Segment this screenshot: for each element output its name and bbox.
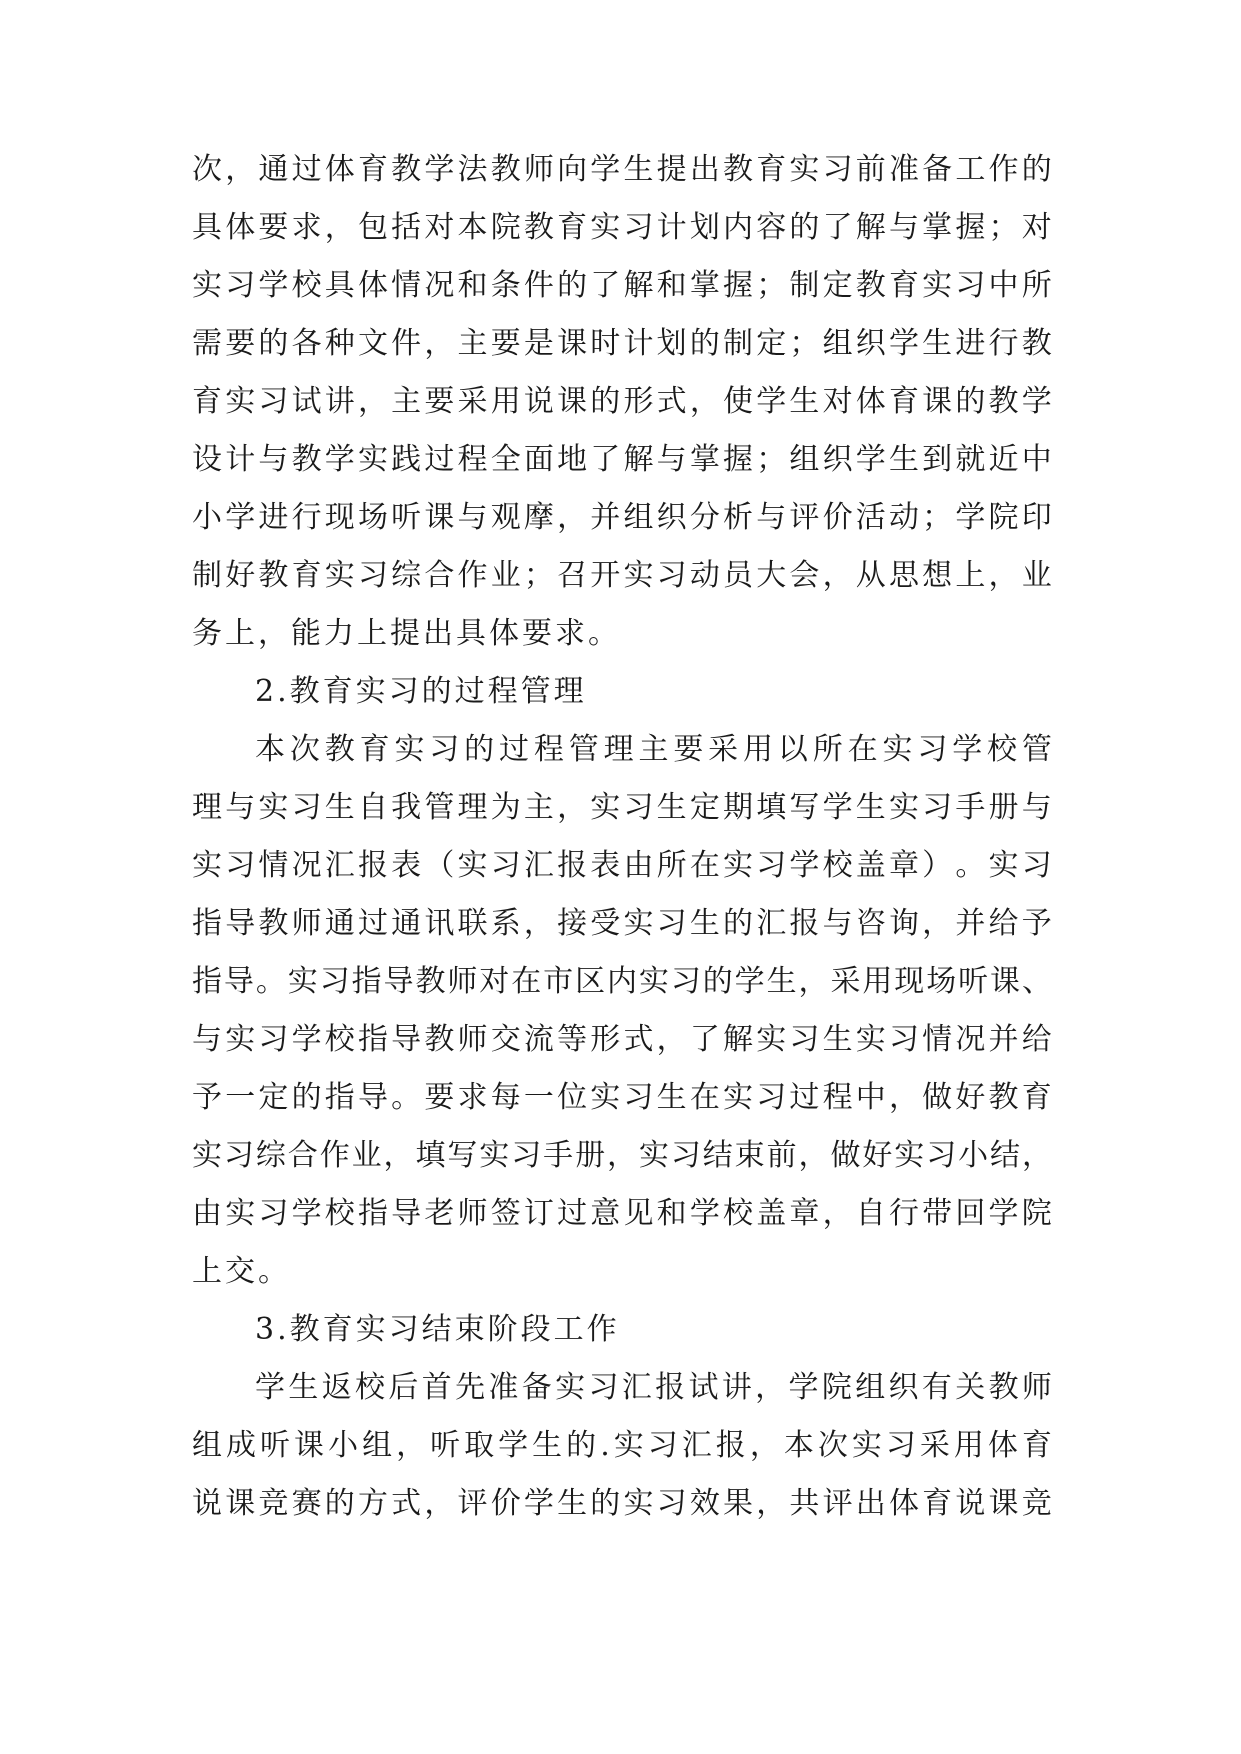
text-line: 育 实 习 试 讲 ， 主 要 采 用 说 课 的 形 式 ， 使 学 生 对 体 育 课 的 教 学: [192, 384, 1052, 419]
section-heading: 3.教育实习结束阶段工作: [255, 1312, 620, 1347]
section-heading: 2.教育实习的过程管理: [255, 674, 587, 709]
text-line: 与 实 习 学 校 指 导 教 师 交 流 等 形 式 ， 了 解 实 习 生 实 习 情 况 并 给: [192, 1022, 1052, 1057]
text-line: 理 与 实 习 生 自 我 管 理 为 主 ， 实 习 生 定 期 填 写 学 生 实 习 手 册 与: [192, 790, 1052, 825]
text-line: 实 习 综 合 作 业 ， 填 写 实 习 手 册 ， 实 习 结 束 前 ， 做 好 实 习 小 结 ，: [192, 1138, 1052, 1173]
text-line: 小 学 进 行 现 场 听 课 与 观 摩 ， 并 组 织 分 析 与 评 价 活 动 ； 学 院 印: [192, 500, 1052, 535]
text-line: 说 课 竞 赛 的 方 式 ， 评 价 学 生 的 实 习 效 果 ， 共 评 出 体 育 说 课 竞: [192, 1486, 1052, 1521]
text-line: 指 导 。 实 习 指 导 教 师 对 在 市 区 内 实 习 的 学 生 ， 采 用 现 场 听 课 、: [192, 964, 1052, 999]
text-line: 上交。: [192, 1254, 291, 1289]
text-line: 学 生 返 校 后 首 先 准 备 实 习 汇 报 试 讲 ， 学 院 组 织 有 关 教 师: [255, 1370, 1052, 1405]
text-line: 实 习 情 况 汇 报 表 （ 实 习 汇 报 表 由 所 在 实 习 学 校 盖 章 ） 。 实 习: [192, 848, 1052, 883]
text-line: 制 好 教 育 实 习 综 合 作 业 ； 召 开 实 习 动 员 大 会 ， 从 思 想 上 ， 业: [192, 558, 1052, 593]
text-line: 设 计 与 教 学 实 践 过 程 全 面 地 了 解 与 掌 握 ； 组 织 学 生 到 就 近 中: [192, 442, 1052, 477]
text-line: 实 习 学 校 具 体 情 况 和 条 件 的 了 解 和 掌 握 ； 制 定 教 育 实 习 中 所: [192, 268, 1052, 303]
text-line: 本 次 教 育 实 习 的 过 程 管 理 主 要 采 用 以 所 在 实 习 学 校 管: [255, 732, 1052, 767]
text-line: 次 ， 通 过 体 育 教 学 法 教 师 向 学 生 提 出 教 育 实 习 前 准 备 工 作 的: [192, 152, 1052, 187]
text-line: 务上，能力上提出具体要求。: [192, 616, 621, 651]
text-line: 予 一 定 的 指 导 。 要 求 每 一 位 实 习 生 在 实 习 过 程 中 ， 做 好 教 育: [192, 1080, 1052, 1115]
text-line: 组 成 听 课 小 组 ， 听 取 学 生 的 . 实 习 汇 报 ， 本 次 实 习 采 用 体 育: [192, 1428, 1052, 1463]
text-line: 指 导 教 师 通 过 通 讯 联 系 ， 接 受 实 习 生 的 汇 报 与 咨 询 ， 并 给 予: [192, 906, 1052, 941]
text-line: 由 实 习 学 校 指 导 老 师 签 订 过 意 见 和 学 校 盖 章 ， 自 行 带 回 学 院: [192, 1196, 1052, 1231]
text-line: 需 要 的 各 种 文 件 ， 主 要 是 课 时 计 划 的 制 定 ； 组 织 学 生 进 行 教: [192, 326, 1052, 361]
text-line: 具 体 要 求 ， 包 括 对 本 院 教 育 实 习 计 划 内 容 的 了 解 与 掌 握 ； 对: [192, 210, 1052, 245]
